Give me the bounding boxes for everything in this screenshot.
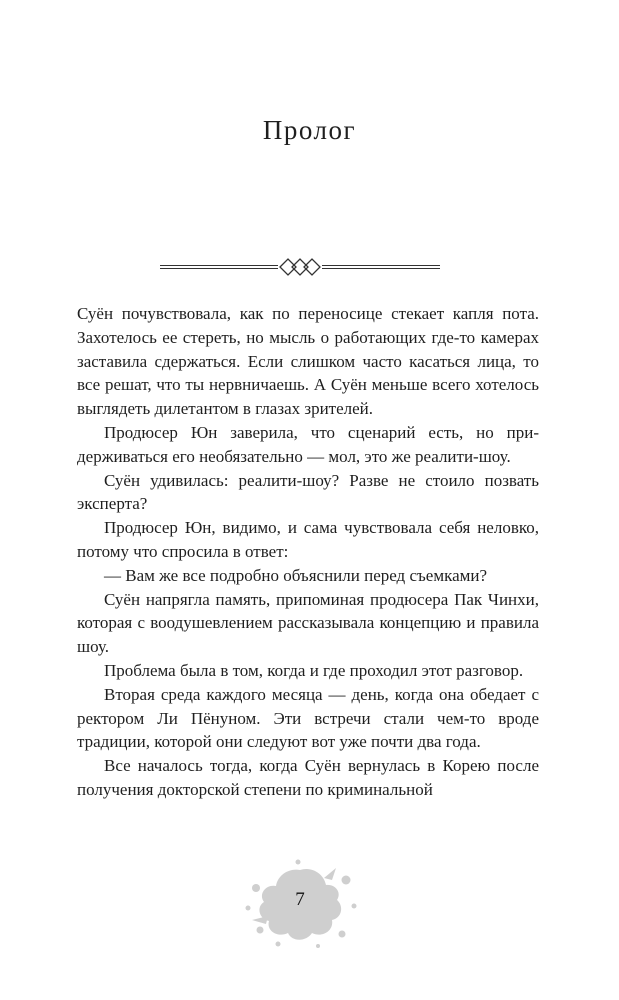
chapter-title: Пролог: [262, 115, 357, 145]
page-folio: [238, 858, 362, 950]
paragraph: Продюсер Юн заверила, что сценарий есть, но придерживаться его необязательно — мол, это же реалити-шоу.: [77, 422, 539, 466]
paragraph: Все началось тогда, когда Суён вернулась в Корею после получения докторской степени по криминальной: [77, 756, 539, 799]
body-text: [77, 302, 539, 802]
paragraph: Проблема была в том, когда и где проходил этот разговор.: [104, 660, 524, 680]
paragraph: Продюсер Юн, видимо, и сама чувствовала себя неловко, потому что спросила в ответ:: [77, 518, 539, 561]
paragraph: Вторая среда каждого месяца — день, когда она обедает с ректором Ли Пёнуном. Эти встречи стали чем-то вроде традиции, которой они следуют вот уже почти два года.: [77, 684, 539, 752]
paragraph: Суён почувствовала, как по переносице стекает капля пота. Захотелось ее стереть, но мысль о работающих где-то камерах заставила сдержаться. Если слишком часто касаться лица, то все решат, что ты нервничаешь. А Суён меньше всего хотелось выглядеть дилетантом в глазах зрителей.: [77, 304, 539, 419]
dialogue-paragraph: — Вам же все подробно объяснили перед съемками?: [104, 565, 488, 585]
paragraph: Суён напрягла память, припоминая продюсера Пак Чинхи, которая с воодушевлением рассказывала концепцию и правила шоу.: [77, 589, 539, 657]
ornamental-divider: [160, 254, 440, 280]
page-number: 7: [295, 889, 305, 910]
paragraph: Суён удивилась: реалити-шоу? Разве не стоило позвать эксперта?: [77, 470, 539, 514]
